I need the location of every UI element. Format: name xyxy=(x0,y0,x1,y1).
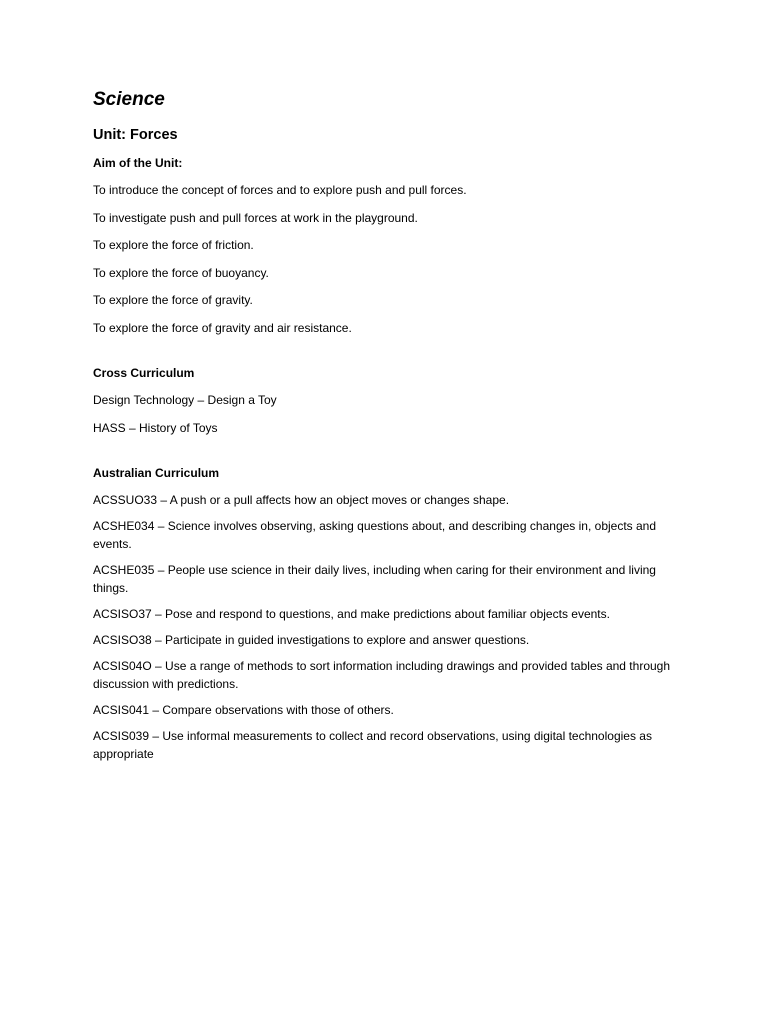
curriculum-item: ACSISO37 – Pose and respond to questions, and make predictions about familiar objects events. xyxy=(93,607,610,621)
aim-item: To explore the force of buoyancy. xyxy=(93,265,269,280)
curriculum-item: ACSISO38 – Participate in guided investigations to explore and answer questions. xyxy=(93,633,530,647)
cross-curriculum-item: Design Technology – Design a Toy xyxy=(93,393,277,407)
curriculum-item: ACSIS041 – Compare observations with those of others. xyxy=(93,703,394,717)
document-page xyxy=(93,88,673,771)
section-spacer xyxy=(93,446,673,464)
curriculum-item: ACSIS04O – Use a range of methods to sort information including drawings and provided tables and through discussion with predictions. xyxy=(93,659,671,691)
cross-curriculum-heading: Cross Curriculum xyxy=(93,366,195,380)
curriculum-item: ACSHE034 – Science involves observing, asking questions about, and describing changes in, objects and events. xyxy=(93,519,657,551)
australian-curriculum-heading: Australian Curriculum xyxy=(93,466,220,480)
document-title: Science xyxy=(93,89,165,110)
aim-item: To explore the force of friction. xyxy=(93,238,254,252)
curriculum-item: ACSHE035 – People use science in their daily lives, including when caring for their environment and living things. xyxy=(93,563,656,595)
aim-item: To explore the force of gravity. xyxy=(93,293,253,307)
curriculum-item: ACSIS039 – Use informal measurements to collect and record observations, using digital technologies as appropriate xyxy=(93,729,652,761)
aim-item: To introduce the concept of forces and to explore push and pull forces. xyxy=(93,183,467,197)
aim-item: To explore the force of gravity and air resistance. xyxy=(93,320,352,335)
unit-title: Unit: Forces xyxy=(93,127,178,143)
curriculum-item: ACSSUO33 – A push or a pull affects how an object moves or changes shape. xyxy=(93,493,510,507)
aims-heading: Aim of the Unit: xyxy=(93,156,183,170)
section-spacer xyxy=(93,346,673,364)
cross-curriculum-item: HASS – History of Toys xyxy=(93,420,218,435)
aim-item: To investigate push and pull forces at work in the playground. xyxy=(93,210,418,225)
